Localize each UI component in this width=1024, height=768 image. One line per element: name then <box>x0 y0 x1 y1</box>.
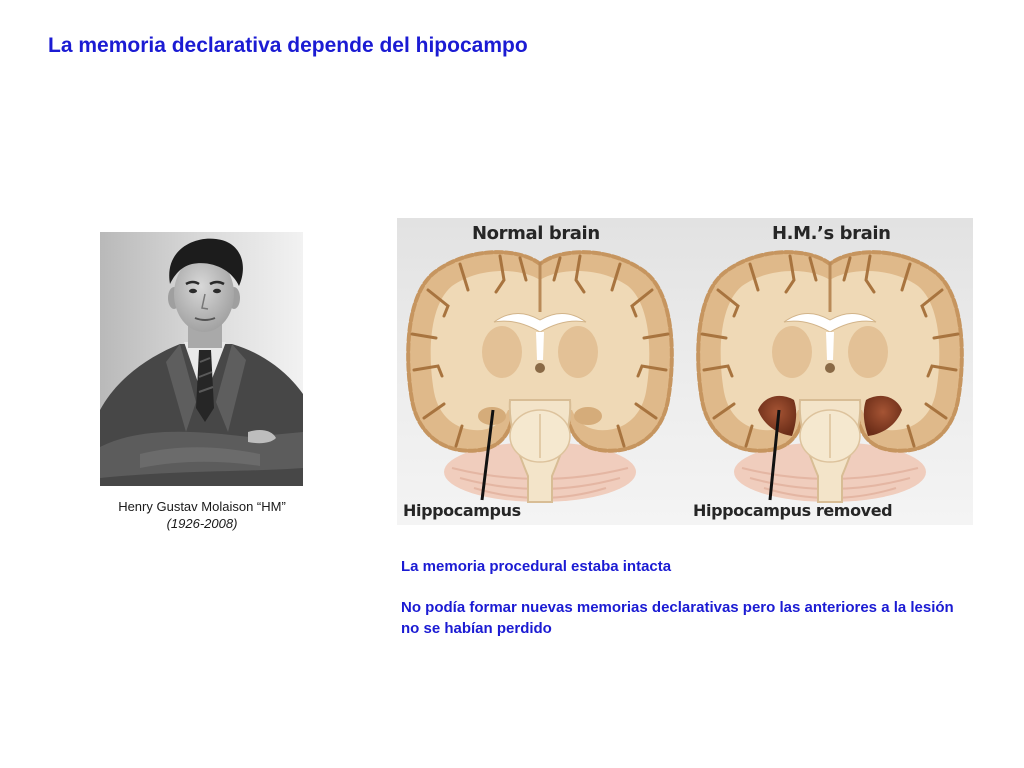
caption-name: Henry Gustav Molaison “HM” <box>118 499 286 514</box>
brain-comparison-figure <box>397 218 973 525</box>
right-hippocampus <box>574 407 602 425</box>
slide-title: La memoria declarativa depende del hipocampo <box>48 34 528 57</box>
portrait-caption <box>90 498 314 532</box>
caption-years: (1926-2008) <box>166 516 238 531</box>
procedural-memory-note: La memoria procedural estaba intacta <box>401 558 672 575</box>
hippocampus-removed-label: Hippocampus removed <box>693 501 893 520</box>
normal-brain <box>408 252 672 502</box>
brain-illustration <box>397 218 973 525</box>
hippocampus-label: Hippocampus <box>403 501 521 520</box>
hm-brain <box>698 252 962 502</box>
portrait-photo <box>100 232 303 486</box>
normal-brain-heading: Normal brain <box>472 223 600 244</box>
hm-brain-heading: H.M.’s brain <box>772 223 891 244</box>
declarative-memory-note: No podía formar nuevas memorias declarativas pero las anteriores a la lesión no se habían perdido <box>401 599 954 637</box>
